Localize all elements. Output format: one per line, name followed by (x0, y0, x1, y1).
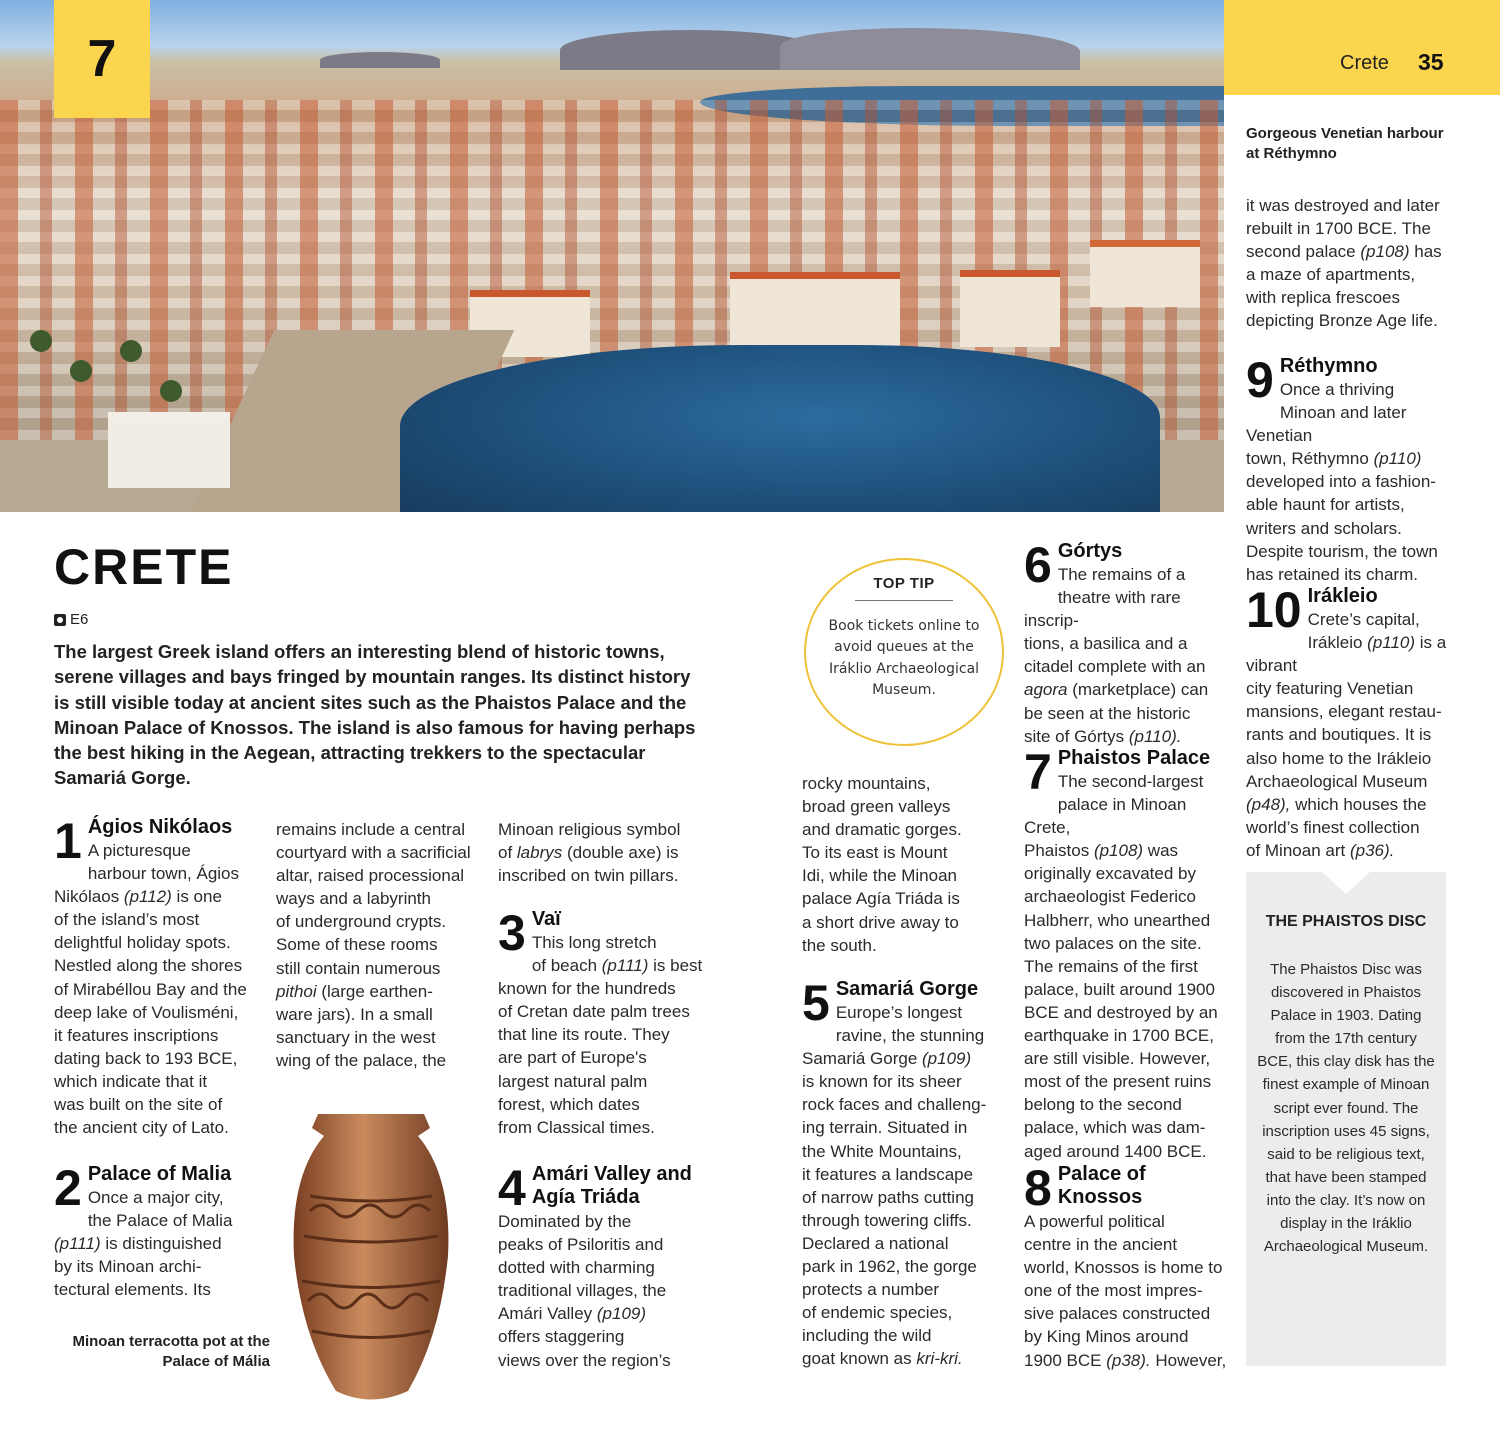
entry-text (802, 1001, 1007, 1371)
text-line: depicting Bronze Age life. (1246, 311, 1438, 331)
mountain-shape (320, 52, 440, 68)
entry-number: 4 (498, 1160, 526, 1216)
entry-4-continued (802, 772, 1007, 957)
text-line: traditional villages, the (498, 1281, 667, 1301)
text-line: altar, raised processional (276, 866, 465, 886)
entry-text (498, 931, 708, 1139)
entry-number: 8 (1024, 1160, 1052, 1216)
text-line: goat known as kri-kri. (802, 1349, 963, 1369)
text-line: (p48), which houses the (1246, 794, 1427, 814)
text-line: Europe’s longest (835, 1003, 963, 1022)
text-line: This long stretch (531, 933, 657, 952)
text-line: second palace (p108) has (1246, 242, 1442, 262)
text-line: courtyard with a sacrificial (276, 843, 471, 863)
text-line: most of the present ruins (1024, 1072, 1212, 1092)
mountain-shape (780, 28, 1080, 70)
text-line: still contain numerous (276, 958, 441, 978)
chapter-number: 7 (87, 30, 117, 88)
entry-text (498, 1210, 708, 1372)
text-line: centre in the ancient (1024, 1235, 1178, 1255)
text-line: Iráklеio (p110) is a vibrant (1246, 633, 1447, 676)
entry-title: Samariá Gorge (835, 978, 979, 1000)
top-tip-heading: TOP TIP (873, 575, 935, 592)
text-line: Idi, while the Minoan (802, 866, 957, 886)
entry-number: 1 (54, 813, 82, 869)
text-line: ravine, the stunning (835, 1026, 985, 1046)
text-line: harbour town, Ágios (87, 864, 240, 884)
text-line: is known for its sheer (802, 1072, 962, 1092)
text-line: Dominated by the (498, 1212, 632, 1231)
entry-text (54, 839, 259, 1139)
text-line: known for the hundreds (498, 979, 676, 999)
text-line: the south. (802, 935, 877, 955)
text-line: of narrow paths cutting (802, 1187, 974, 1207)
palm-tree (30, 330, 52, 352)
text-line: views over the region’s (498, 1350, 671, 1370)
grid-ref-text: E6 (70, 611, 89, 628)
text-line: of labrys (double axe) is (498, 843, 679, 863)
text-line: are still visible. However, (1024, 1049, 1211, 1069)
text-line: from Classical times. (498, 1117, 655, 1137)
text-line: rocky mountains, (802, 774, 931, 793)
building-shape (730, 272, 900, 349)
text-line: The remains of a (1057, 565, 1186, 584)
top-tip-rule (855, 600, 953, 601)
text-line: citadel complete with an (1024, 657, 1206, 677)
text-line: also home to the Iráklеio (1246, 748, 1432, 768)
text-line: aged around 1400 BCE. (1024, 1141, 1207, 1161)
text-line: it features inscriptions (54, 1025, 219, 1045)
text-line: palace in Minoan Crete, (1024, 795, 1187, 838)
text-line: Amári Valley (p109) (498, 1304, 647, 1324)
text-line: rants and boutiques. It is (1246, 725, 1432, 745)
entry-number: 9 (1246, 352, 1274, 408)
text-line: remains include a central (276, 820, 465, 839)
entry-number: 10 (1246, 582, 1302, 638)
entry-2-ending (498, 818, 708, 887)
text-line: pithoi (large earthen- (276, 981, 433, 1001)
chapter-number-box (54, 0, 150, 118)
text-line: park in 1962, the gorge (802, 1257, 977, 1277)
text-line: To its east is Mount (802, 843, 948, 863)
text-line: with replica frescoes (1246, 288, 1401, 308)
palm-tree (70, 360, 92, 382)
entry-title: Palace of Knossos (1057, 1163, 1146, 1208)
text-line: agora (marketplace) can (1024, 680, 1209, 700)
text-line: tions, a basilica and a (1024, 634, 1188, 654)
text-line: The second-largest (1057, 772, 1204, 791)
text-line: mansions, elegant restau- (1246, 702, 1442, 722)
phaistos-disc-sidebar (1246, 872, 1446, 1366)
building-shape (108, 412, 230, 488)
palm-tree (160, 380, 182, 402)
text-line: which indicate that it (54, 1071, 208, 1091)
header-band (1224, 0, 1500, 95)
text-line: offers staggering (498, 1327, 625, 1347)
text-line: A powerful political (1024, 1212, 1165, 1231)
entry-9 (1246, 352, 1451, 586)
text-line: wing of the palace, the (276, 1050, 447, 1070)
text-line: Samariá Gorge (p109) (802, 1049, 972, 1069)
text-line: forest, which dates (498, 1094, 640, 1114)
text-line: it was destroyed and later (1246, 196, 1440, 215)
entry-3 (498, 905, 708, 1139)
text-line: Minoan religious symbol (498, 820, 681, 839)
map-pin-icon (54, 614, 66, 626)
entry-number: 2 (54, 1160, 82, 1216)
text-line: of Mirabéllou Bay and the (54, 979, 247, 999)
text-line: by its Minoan archi- (54, 1257, 202, 1277)
entry-text (1246, 378, 1451, 586)
entry-8 (1024, 1160, 1229, 1372)
photo-caption: Gorgeous Venetian harbour at Réthymno (1246, 125, 1444, 162)
text-line: that line its route. They (498, 1025, 670, 1045)
text-line: (p111) is distinguished (54, 1234, 222, 1254)
text-line: palace, which was dam- (1024, 1118, 1206, 1138)
entry-title: Phaistos Palace (1057, 747, 1211, 769)
text-line: Minoan and later Venetian (1246, 403, 1407, 446)
text-line: Some of these rooms (276, 935, 438, 955)
text-line: earthquake in 1700 BCE, (1024, 1026, 1214, 1046)
entry-number: 6 (1024, 537, 1052, 593)
section-intro: The largest Greek island offers an interesting blend of historic towns, serene villages and bays fringed by mountain ranges. Its distinct history is still visible today at ancient sites such as the Phaistos Palace and the Minoan Palace of Knossos. The island is also famous for having perhaps the best hiking in the Aegean, attracting trekkers to the spectacular Samariá Gorge. (54, 641, 696, 789)
text-line: delightful holiday spots. (54, 933, 231, 953)
text-line: of beach (p111) is best (531, 956, 703, 976)
entry-number: 5 (802, 975, 830, 1031)
text-line: tectural elements. Its (54, 1280, 211, 1300)
text-line: are part of Europe's (498, 1048, 647, 1068)
text-line: of the island’s most (54, 910, 200, 930)
text-line: by King Minos around (1024, 1327, 1189, 1347)
top-tip-circle (804, 558, 1004, 746)
entry-6 (1024, 537, 1229, 748)
entry-4 (498, 1160, 708, 1372)
text-line: Despite tourism, the town (1246, 541, 1438, 561)
entry-title: Ágios Nikólaos (87, 816, 233, 838)
entry-text (1024, 563, 1229, 748)
text-line: Nestled along the shores (54, 956, 243, 976)
text-line: of Minoan art (p36). (1246, 840, 1395, 860)
text-line: Crete’s capital, (1307, 610, 1420, 629)
entry-2 (54, 1160, 259, 1301)
text-line: inscribed on twin pillars. (498, 866, 679, 886)
text-line: world’s finest collection (1246, 817, 1420, 837)
building-shape (960, 270, 1060, 347)
text-line: Once a major city, (87, 1188, 224, 1207)
running-head-region: Crete (1340, 52, 1389, 74)
entry-text (1024, 1210, 1229, 1372)
top-tip-text: Book tickets online to avoid queues at the Iráklio Archaeological Museum. (828, 618, 980, 699)
text-line: ways and a labyrinth (276, 889, 431, 909)
text-line: BCE and destroyed by an (1024, 1002, 1218, 1022)
palm-tree (120, 340, 142, 362)
text-line: Nikólaos (p112) is one (54, 887, 222, 907)
sidebar-text: The Phaistos Disc was discovered in Phaistos Palace in 1903. Dating from the 17th century BCE, this clay disk has the finest example of Minoan script ever found. The inscription uses 45 signs, said to be religious text, that have been stamped into the clay. It’s now on display in the Iráklio Archaeological Museum. (1257, 961, 1435, 1256)
text-line: developed into a fashion- (1246, 472, 1436, 492)
text-line: of Cretan date palm trees (498, 1002, 690, 1022)
text-line: and dramatic gorges. (802, 820, 962, 840)
text-line: site of Górtys (p110). (1024, 726, 1182, 746)
text-line: rock faces and challeng- (802, 1095, 987, 1115)
entry-5 (802, 975, 1007, 1371)
entry-2-continued (276, 818, 491, 1072)
entry-title: Vaï (531, 908, 561, 930)
text-line: able haunt for artists, (1246, 495, 1405, 515)
text-line: the Palace of Malia (87, 1211, 233, 1231)
text-line: 1900 BCE (p38). However, (1024, 1350, 1227, 1370)
text-line: two palaces on the site. (1024, 933, 1202, 953)
text-line: palace, built around 1900 (1024, 979, 1215, 999)
text-line: through towering cliffs. (802, 1210, 972, 1230)
entry-title: Réthymno (1279, 355, 1378, 377)
text-line: palace Agía Triáda is (802, 889, 960, 909)
text-line: ware jars). In a small (276, 1004, 433, 1024)
entry-title: Górtys (1057, 540, 1123, 562)
text-line: the White Mountains, (802, 1141, 962, 1161)
text-line: world, Knossos is home to (1024, 1258, 1223, 1278)
text-line: was built on the site of (54, 1095, 223, 1115)
text-line: originally excavated by (1024, 864, 1196, 884)
text-line: Halbherr, who unearthed (1024, 910, 1211, 930)
text-line: largest natural palm (498, 1071, 648, 1091)
text-line: including the wild (802, 1326, 932, 1346)
text-line: it features a landscape (802, 1164, 974, 1184)
pot-caption: Minoan terracotta pot at the Palace of Mália (72, 1333, 270, 1370)
text-line: ing terrain. Situated in (802, 1118, 968, 1138)
entry-number: 7 (1024, 744, 1052, 800)
harbour-water (400, 345, 1160, 512)
entry-number: 3 (498, 905, 526, 961)
building-shape (1090, 240, 1200, 307)
text-line: protects a number (802, 1280, 940, 1300)
terracotta-pot-illustration (290, 1106, 452, 1408)
hero-photo-rethymno-harbour (0, 0, 1224, 512)
entry-8-continued (1246, 194, 1451, 333)
entry-text (54, 1186, 259, 1301)
text-line: belong to the second (1024, 1095, 1182, 1115)
entry-title: Palace of Malia (87, 1163, 232, 1185)
text-line: broad green valleys (802, 797, 951, 817)
text-line: peaks of Psiloritis and (498, 1235, 664, 1255)
text-line: city featuring Venetian (1246, 679, 1414, 699)
entry-7 (1024, 744, 1229, 1163)
text-line: Archaeological Museum (1246, 771, 1428, 791)
text-line: dotted with charming (498, 1258, 655, 1278)
text-line: sive palaces constructed (1024, 1304, 1211, 1324)
text-line: Declared a national (802, 1233, 949, 1253)
text-line: a maze of apartments, (1246, 265, 1416, 285)
page-number: 35 (1418, 49, 1444, 75)
text-line: Phaistos (p108) was (1024, 841, 1179, 861)
text-line: theatre with rare inscrip- (1024, 588, 1181, 631)
sidebar-heading: THE PHAISTOS DISC (1265, 913, 1427, 930)
text-line: of underground crypts. (276, 912, 447, 932)
text-line: one of the most impres- (1024, 1281, 1203, 1301)
entry-title: Amári Valley and Agía Triáda (531, 1163, 692, 1208)
text-line: the ancient city of Lato. (54, 1118, 229, 1138)
entry-1 (54, 813, 259, 1139)
text-line: of endemic species, (802, 1303, 953, 1323)
text-line: town, Réthymno (p110) (1246, 449, 1422, 469)
map-grid-reference (54, 611, 88, 628)
text-line: A picturesque (87, 841, 191, 860)
text-line: deep lake of Voulisméni, (54, 1002, 239, 1022)
entry-title: Iráklеio (1307, 585, 1378, 607)
text-line: Once a thriving (1279, 380, 1395, 399)
entry-text (1246, 608, 1451, 862)
entry-10 (1246, 582, 1451, 862)
text-line: be seen at the historic (1024, 703, 1191, 723)
text-line: sanctuary in the west (276, 1027, 436, 1047)
entry-text (1024, 770, 1229, 1163)
text-line: writers and scholars. (1246, 518, 1402, 538)
text-line: a short drive away to (802, 912, 959, 932)
text-line: dating back to 193 BCE, (54, 1048, 238, 1068)
text-line: rebuilt in 1700 BCE. The (1246, 219, 1431, 239)
text-line: The remains of the first (1024, 956, 1198, 976)
section-title: CRETE (54, 539, 234, 595)
text-line: has retained its charm. (1246, 564, 1418, 584)
text-line: archaeologist Federico (1024, 887, 1196, 907)
